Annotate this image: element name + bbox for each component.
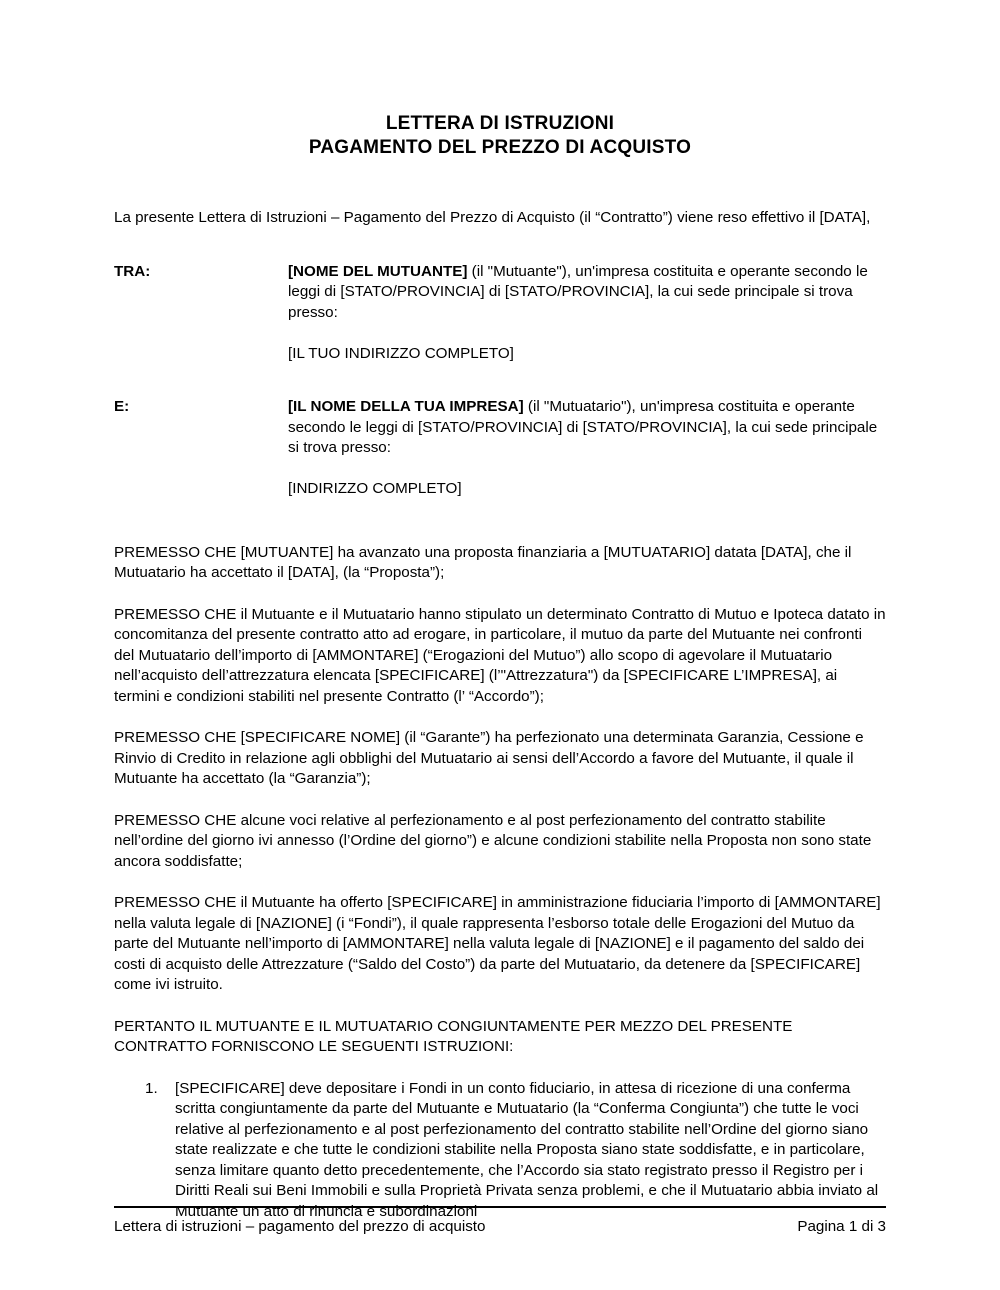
party-name-lender: [NOME DEL MUTUANTE] [288, 262, 468, 280]
party-label-tra: TRA: [114, 262, 151, 280]
party-details-lender [288, 262, 886, 365]
footer-divider [114, 1206, 886, 1208]
party-description-lender [288, 262, 886, 324]
list-item [114, 1079, 886, 1223]
recital-paragraph: PERTANTO IL MUTUANTE E IL MUTUATARIO CONGIUNTAMENTE PER MEZZO DEL PRESENTE CONTRATTO FORNISCONO LE SEGUENTI ISTRUZIONI: [114, 1017, 793, 1055]
party-name-borrower: [IL NOME DELLA TUA IMPRESA] [288, 398, 524, 415]
intro-paragraph: La presente Lettera di Istruzioni – Pagamento del Prezzo di Acquisto (il “Contratto”) viene reso effettivo il [DATA], [114, 209, 871, 226]
page-title [114, 0, 886, 160]
list-item-marker: 1. [145, 1079, 158, 1097]
footer-document-name: Lettera di istruzioni – pagamento del prezzo di acquisto [114, 1218, 486, 1235]
recitals-section [114, 543, 886, 1058]
party-label-e: E: [114, 398, 130, 415]
footer-page-number: Pagina 1 di 3 [797, 1218, 886, 1235]
party-desc-text-borrower: (il "Mutuatario"), un'impresa costituita e operante secondo le leggi di [STATO/PROVINCIA] di [STATO/PROVINCIA], la cui sede principale si trova presso: [288, 398, 878, 456]
party-address-lender: [IL TUO INDIRIZZO COMPLETO] [288, 344, 514, 362]
document-content [114, 0, 886, 1222]
recital-paragraph: PREMESSO CHE alcune voci relative al perfezionamento e al post perfezionamento del contratto stabilite nell’ordine del giorno ivi annesso (l’Ordine del giorno”) e alcune condizioni stabilite nella Proposta non sono state ancora soddisfatte; [114, 811, 872, 870]
page-footer [114, 1206, 886, 1237]
party-desc-text-lender: (il "Mutuante"), un'impresa costituita e operante secondo le leggi di [STATO/PROVINCIA] di [STATO/PROVINCIA], la cui sede principale si trova presso: [288, 262, 868, 321]
party-block-lender [114, 262, 886, 365]
title-line-2: PAGAMENTO DEL PREZZO DI ACQUISTO [308, 137, 692, 158]
instructions-list [114, 1079, 886, 1223]
recital-paragraph: PREMESSO CHE [MUTUANTE] ha avanzato una proposta finanziaria a [MUTUATARIO] datata [DATA], che il Mutuatario ha accettato il [DATA], (la “Proposta”); [114, 543, 852, 581]
party-description-borrower [288, 397, 886, 459]
footer-row [114, 1217, 886, 1237]
party-address-borrower: [INDIRIZZO COMPLETO] [288, 480, 462, 497]
party-block-borrower [114, 397, 886, 500]
recital-paragraph: PREMESSO CHE il Mutuante ha offerto [SPECIFICARE] in amministrazione fiduciaria l’importo di [AMMONTARE] nella valuta legale di [NAZIONE] (i “Fondi”), il quale rappresenta l’esborso totale delle Erogazioni del Mutuo da parte del Mutuante nell’importo di [AMMONTARE] nella valuta legale di [NAZIONE] e il pagamento del saldo dei costi di acquisto delle Attrezzature (“Saldo del Costo”) da parte del Mutuatario, da detenere da [SPECIFICARE] come ivi istruito. [114, 894, 881, 993]
recital-paragraph: PREMESSO CHE [SPECIFICARE NOME] (il “Garante”) ha perfezionato una determinata Garanzia, Cessione e Rinvio di Credito in relazione agli obblighi del Mutuatario ai sensi dell’Accordo a favore del Mutuante, il quale il Mutuante ha accettato (la “Garanzia”); [114, 729, 864, 787]
list-item-text: [SPECIFICARE] deve depositare i Fondi in un conto fiduciario, in attesa di ricezione di una conferma scritta congiuntamente da parte del Mutuante e Mutuatario (la “Conferma Congiunta”) che tutte le voci relative al perfezionamento e al post perfezionamento del contratto stabilite nell’Ordine del giorno siano state realizzate e che tutte le condizioni stabilite nella Proposta siano state soddisfatte, e in particolare, senza limitare quanto detto precedentemente, che l’Accordo sia stato registrato presso il Registro per i Diritti Reali sui Beni Immobili e sulla Proprietà Privata senza problemi, e che il Mutuatario abbia inviato al Mutuante un atto di rinuncia e subordinazioni [175, 1079, 879, 1220]
recital-paragraph: PREMESSO CHE il Mutuante e il Mutuatario hanno stipulato un determinato Contratto di Mutuo e Ipoteca datato in concomitanza del presente contratto atto ad erogare, in particolare, il mutuo da parte del Mutuante nei confronti del Mutuatario dell’importo di [AMMONTARE] (“Erogazioni del Mutuo”) allo scopo di agevolare il Mutuatario nell’acquisto dell’attrezzatura elencata [SPECIFICARE] (l’"Attrezzatura") da [SPECIFICARE L’IMPRESA], ai termini e condizioni stabiliti nel presente Contratto (l’ “Accordo”); [114, 605, 886, 705]
party-details-borrower [288, 397, 886, 500]
title-line-1: LETTERA DI ISTRUZIONI [385, 113, 615, 134]
